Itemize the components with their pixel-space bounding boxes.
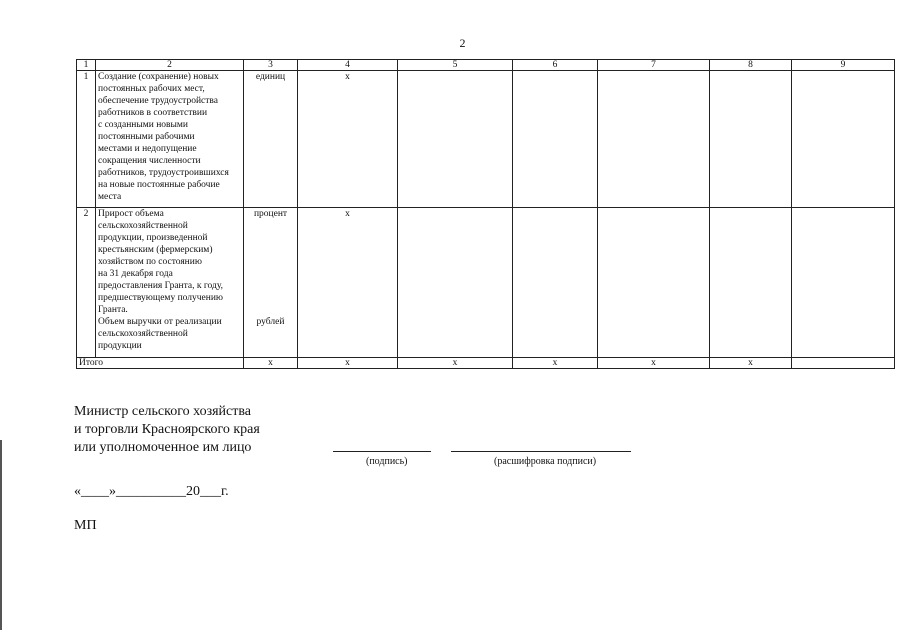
header-cell: 9 (792, 60, 895, 71)
page-number: 2 (459, 36, 466, 50)
table-header-row (77, 60, 895, 71)
table-row (77, 208, 895, 358)
header-cell: 5 (398, 60, 513, 71)
table-cell (513, 208, 598, 358)
header-cell: 3 (244, 60, 298, 71)
signature-caption: (подпись) (366, 456, 408, 467)
header-cell: 7 (598, 60, 710, 71)
total-label: Итого (77, 358, 244, 369)
row-description: Прирост объема сельскохозяйственной продукции, произведенной крестьянским (фермерским) хозяйством по состоянию на 31 декабря года предоставления Гранта, к году, предшествующему получению Гранта. Объем выручки от реализации сельскохозяйственной продукции (96, 208, 244, 358)
table-cell (398, 71, 513, 208)
table-cell (398, 208, 513, 358)
name-line (451, 451, 631, 452)
total-cell: х (710, 358, 792, 369)
table-cell (513, 71, 598, 208)
date-line: «____»__________20___г. (74, 484, 229, 499)
scan-edge-mark (0, 440, 2, 630)
table-cell (710, 71, 792, 208)
row-sub-unit: рублей (256, 317, 285, 327)
row-description: Создание (сохранение) новых постоянных рабочих мест, обеспечение трудоустройства работников в соответствии с созданными новыми постоянными рабочими местами и недопущение сокращения численности работников, трудоустроившихся на новые постоянные рабочие места (96, 71, 244, 208)
table-cell (598, 208, 710, 358)
row-col4: х (298, 208, 398, 358)
total-cell: х (598, 358, 710, 369)
signer-title: Министр сельского хозяйства и торговли Красноярского края или уполномоченное им лицо (74, 404, 260, 455)
table-cell (598, 71, 710, 208)
total-cell: х (298, 358, 398, 369)
table-cell (792, 71, 895, 208)
table-cell (792, 208, 895, 358)
total-cell (792, 358, 895, 369)
row-col4: х (298, 71, 398, 208)
table-row (77, 71, 895, 208)
header-cell: 2 (96, 60, 244, 71)
total-cell: х (244, 358, 298, 369)
header-cell: 6 (513, 60, 598, 71)
total-cell: х (398, 358, 513, 369)
header-cell: 1 (77, 60, 96, 71)
row-unit: процент рублей (244, 208, 298, 358)
header-cell: 4 (298, 60, 398, 71)
total-row (77, 358, 895, 369)
row-number: 1 (77, 71, 96, 208)
report-table (76, 59, 895, 369)
name-caption: (расшифровка подписи) (494, 456, 597, 467)
total-cell: х (513, 358, 598, 369)
signature-line (333, 451, 431, 452)
table-cell (710, 208, 792, 358)
row-unit: единиц (244, 71, 298, 208)
header-cell: 8 (710, 60, 792, 71)
stamp-label: МП (74, 518, 97, 533)
row-number: 2 (77, 208, 96, 358)
